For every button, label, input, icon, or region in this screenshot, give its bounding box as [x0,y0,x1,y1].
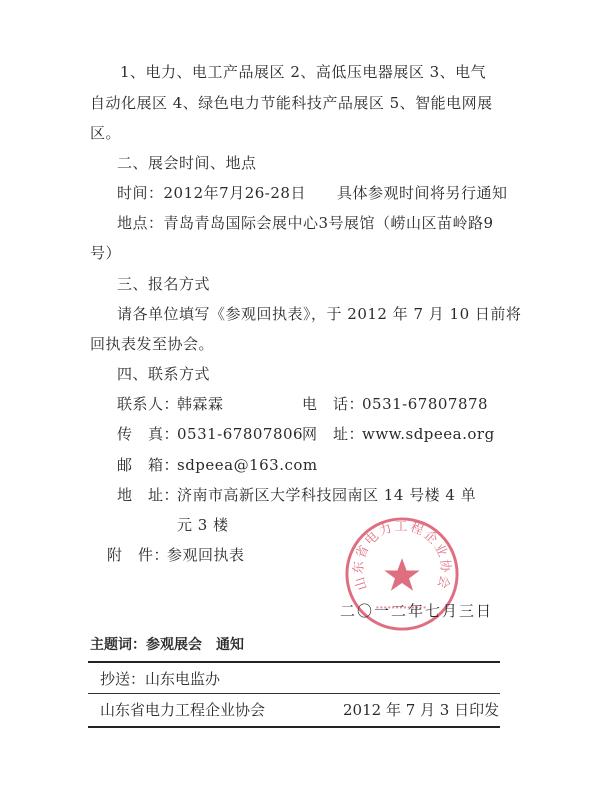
place-line-2: 号） [90,244,122,262]
footer-divider-top [88,661,500,663]
fax-value: 0531-67807806 [177,425,304,443]
section-3-heading: 三、报名方式 [117,275,211,293]
section-4-heading: 四、联系方式 [117,365,211,383]
address-value-2: 元 3 楼 [177,516,229,534]
phone-label: 电 话： [302,395,365,413]
issuer-name: 山东省电力工程企业协会 [100,701,266,719]
subject-keywords: 主题词：参观展会 通知 [90,637,244,653]
footer-divider-middle [88,693,500,694]
contact-value: 韩霖霖 [177,395,224,413]
email-label: 邮 箱： [117,456,180,474]
web-value: www.sdpeea.org [362,425,495,443]
exhibits-line-1: 1、电力、电工产品展区 2、高低压电器展区 3、电气 [120,63,487,81]
address-label: 地 址： [117,486,180,504]
registration-line-1: 请各单位填写《参观回执表》，于 2012 年 7 月 10 日前将 [117,305,522,323]
attachment-label: 附 件： [107,546,170,564]
print-date: 2012 年 7 月 3 日印发 [343,701,500,719]
signature-date: 二〇一二年七月三日 [340,602,494,620]
exhibits-line-3: 区。 [90,124,122,142]
svg-text:山东省电力工程企业协会: 山东省电力工程企业协会 [351,519,453,592]
cc-line: 抄送：山东电监办 [100,670,221,688]
section-2-heading: 二、展会时间、地点 [117,154,257,172]
address-value-1: 济南市高新区大学科技园南区 14 号楼 4 单 [177,486,477,504]
time-line: 时间：2012年7月26-28日 具体参观时间将另行通知 [117,184,508,202]
registration-line-2: 回执表发至协会。 [90,335,215,353]
fax-label: 传 真： [117,425,180,443]
attachment-value: 参观回执表 [167,546,245,564]
place-line-1: 地点：青岛青岛国际会展中心3号展馆（崂山区苗岭路9 [117,214,494,232]
phone-value: 0531-67807878 [362,395,489,413]
footer-divider-bottom [88,726,500,728]
web-label: 网 址： [302,425,365,443]
exhibits-line-2: 自动化展区 4、绿色电力节能科技产品展区 5、智能电网展 [90,94,493,112]
contact-label: 联系人： [117,395,180,413]
email-value: sdpeea@163.com [177,456,318,474]
